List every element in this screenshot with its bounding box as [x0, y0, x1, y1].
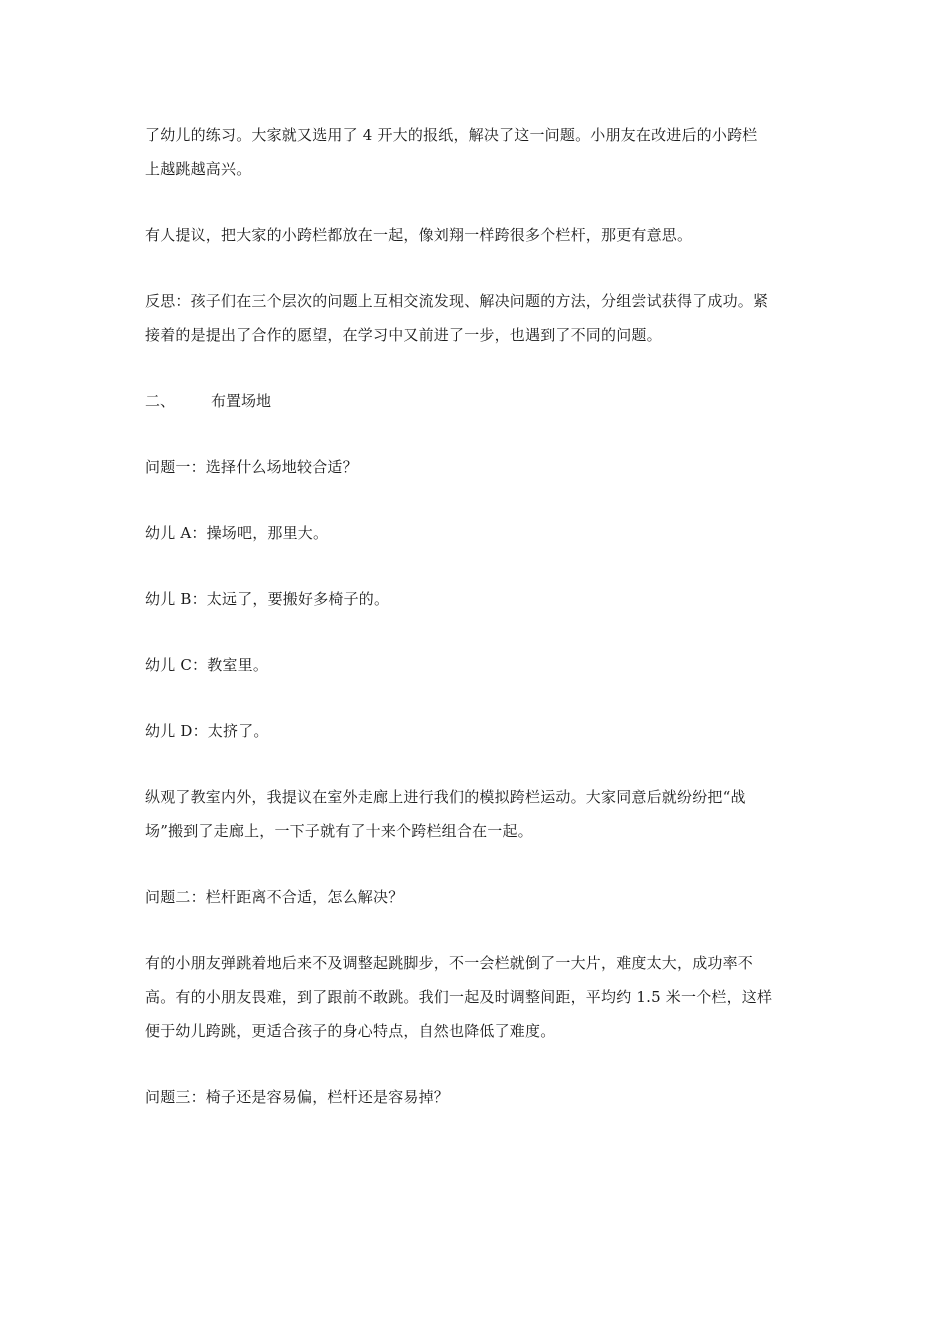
question-one [145, 450, 809, 484]
dialogue-child-b [145, 582, 809, 616]
text-line: 纵观了教室内外，我提议在室外走廊上进行我们的模拟跨栏运动。大家同意后就纷纷把“战 [145, 788, 746, 806]
section-heading [145, 384, 809, 418]
paragraph-proposal [145, 218, 809, 252]
section-number: 二、 [145, 392, 176, 410]
text-line: 反思：孩子们在三个层次的问题上互相交流发现、解决问题的方法，分组尝试获得了成功。紧 [145, 292, 769, 310]
document-body [145, 118, 809, 1146]
text-line: 幼儿 D：太挤了。 [145, 722, 269, 740]
paragraph-spacing-adjust [145, 946, 809, 1048]
text-line: 幼儿 C：教室里。 [145, 656, 269, 674]
dialogue-child-a [145, 516, 809, 550]
text-line: 接着的是提出了合作的愿望，在学习中又前进了一步，也遇到了不同的问题。 [145, 326, 662, 344]
paragraph-newspaper [145, 118, 809, 186]
text-line: 问题一：选择什么场地较合适？ [145, 458, 358, 476]
paragraph-venue-decision [145, 780, 809, 848]
text-line: 场”搬到了走廊上，一下子就有了十来个跨栏组合在一起。 [145, 822, 533, 840]
text-line: 有的小朋友弹跳着地后来不及调整起跳脚步，不一会栏就倒了一大片，难度太大，成功率不 [145, 954, 754, 972]
text-line: 了幼儿的练习。大家就又选用了 4 开大的报纸，解决了这一问题。小朋友在改进后的小跨栏 [145, 126, 758, 144]
text-line: 问题二：栏杆距离不合适，怎么解决？ [145, 888, 404, 906]
section-title: 布置场地 [211, 392, 272, 410]
question-three [145, 1080, 809, 1114]
dialogue-child-d [145, 714, 809, 748]
text-line: 有人提议，把大家的小跨栏都放在一起，像刘翔一样跨很多个栏杆，那更有意思。 [145, 226, 693, 244]
text-line: 幼儿 B：太远了，要搬好多椅子的。 [145, 590, 390, 608]
question-two [145, 880, 809, 914]
text-line: 高。有的小朋友畏难，到了跟前不敢跳。我们一起及时调整间距，平均约 1.5 米一个栏，这样 [145, 988, 773, 1006]
dialogue-child-c [145, 648, 809, 682]
text-line: 上越跳越高兴。 [145, 160, 252, 178]
paragraph-reflection [145, 284, 809, 352]
text-line: 幼儿 A：操场吧，那里大。 [145, 524, 329, 542]
text-line: 便于幼儿跨跳，更适合孩子的身心特点，自然也降低了难度。 [145, 1022, 556, 1040]
text-line: 问题三：椅子还是容易偏，栏杆还是容易掉？ [145, 1088, 450, 1106]
